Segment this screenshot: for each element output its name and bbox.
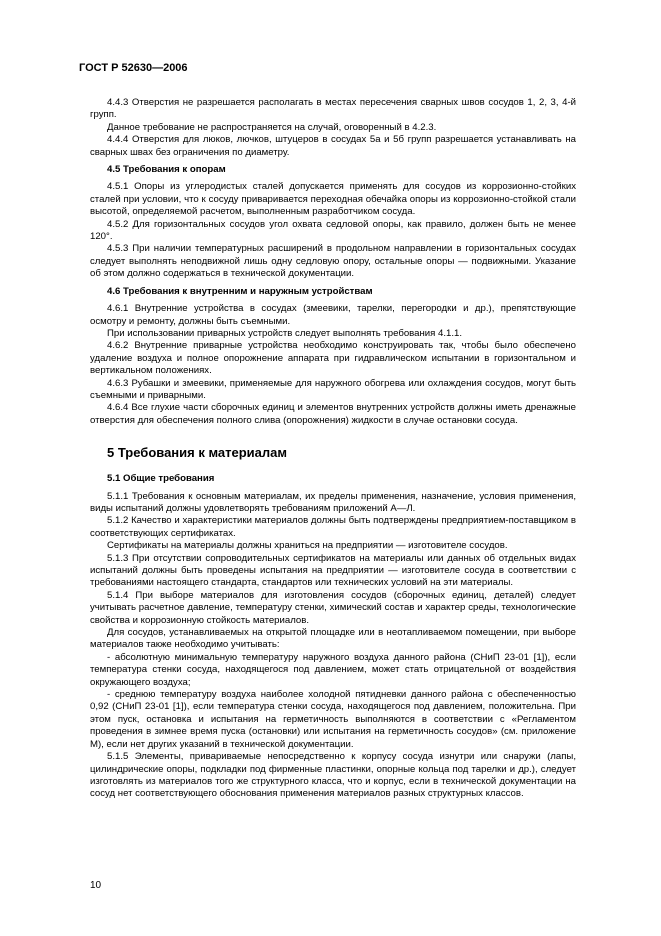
paragraph-5-1-2: 5.1.2 Качество и характеристики материалов должны быть подтверждены предприятием-поставщиком в соответствующих сертификатах. [90,515,576,539]
paragraph-4-6-3: 4.6.3 Рубашки и змеевики, применяемые для наружного обогрева или охлаждения сосудов, могут быть съемными и приварными. [90,377,576,401]
paragraph-4-4-3-note: Данное требование не распространяется на случай, оговоренный в 4.2.3. [107,121,437,133]
list-item-min-temperature: - абсолютную минимальную температуру наружного воздуха данного района (СНиП 23-01 [1]), если температура стенки сосуда, находящегося под давлением, может стать отрицательной от воздействия окружающего воздуха; [90,651,576,688]
paragraph-4-5-2: 4.5.2 Для горизонтальных сосудов угол охвата седловой опоры, как правило, должен быть не менее 120°. [90,218,576,243]
paragraph-4-6-4: 4.6.4 Все глухие части сборочных единиц и элементов внутренних устройств должны иметь дренажные отверстия для обеспечения полного слива (опорожнения) жидкости в случае остановки сосуда. [90,402,576,426]
heading-5-1: 5.1 Общие требования [107,473,215,485]
paragraph-4-5-3: 4.5.3 При наличии температурных расширений в продольном направлении в горизонтальных сосудах следует выполнять неподвижной лишь одну седловую опору, остальные опоры — подвижными. Указание об этом должно содержаться в технической документации. [90,243,576,280]
paragraph-5-1-1: 5.1.1 Требования к основным материалам, их пределы применения, назначение, условия применения, виды испытаний должны удовлетворять требованиям приложений А—Л. [90,490,576,514]
page-number: 10 [90,880,102,891]
paragraph-4-5-1: 4.5.1 Опоры из углеродистых сталей допускается применять для сосудов из коррозионно-стойких сталей при условии, что к сосуду приваривается переходная обечайка опоры из коррозионно-стойкой стали высотой, определяемой расчетом, выполненным разработчиком сосуда. [90,181,576,218]
list-item-avg-temperature: - среднюю температуру воздуха наиболее холодной пятидневки данного района с обеспеченностью 0,92 (СНиП 23-01 [1]), если температура стенки сосуда, находящегося под давлением, положительна. При этом пуск, остановка и испытания на герметичность выполняются в соответствии с «Регламентом проведения в зимнее время пуска (остановки) или испытания на герметичность сосудов» (см. приложение М), если нет других указаний в технической документации. [90,689,576,750]
heading-section-5: 5 Требования к материалам [107,445,288,461]
document-body [90,97,576,801]
heading-4-5: 4.5 Требования к опорам [107,164,226,176]
paragraph-4-6-1: 4.6.1 Внутренние устройства в сосудах (змеевики, тарелки, перегородки и др.), препятствующие осмотру и ремонту, должны быть съемными. [90,303,576,327]
paragraph-4-4-4: 4.4.4 Отверстия для люков, лючков, штуцеров в сосудах 5а и 5б групп разрешается устанавливать на сварных швах без ограничения по диаметру. [90,134,576,158]
paragraph-5-1-5: 5.1.5 Элементы, привариваемые непосредственно к корпусу сосуда изнутри или снаружи (лапы, цилиндрические опоры, подкладки под фирменные пластинки, опорные кольца под тарелки и др.), следует изготовлять из материалов того же структурного класса, что и корпус, если в технической документации на сосуд нет соответствующего обоснования применения материалов разных структурных классов. [90,751,576,800]
document-code-header: ГОСТ Р 52630—2006 [79,62,188,74]
paragraph-5-1-4-outdoor: Для сосудов, устанавливаемых на открытой площадке или в неотапливаемом помещении, при выборе материалов также необходимо учитывать: [90,627,576,651]
paragraph-5-1-3: 5.1.3 При отсутствии сопроводительных сертификатов на материалы или данных об отдельных видах испытаний должны быть проведены испытания на предприятии — изготовителе сосуда в соответствии с требованиями настоящего стандарта, стандартов или технических условий на эти материалы. [90,552,576,589]
heading-4-6: 4.6 Требования к внутренним и наружным устройствам [107,285,373,297]
paragraph-5-1-4: 5.1.4 При выборе материалов для изготовления сосудов (сборочных единиц, деталей) следует учитывать расчетное давление, температуру стенки, химический состав и характер среды, технологические свойства и коррозионную стойкость материалов. [90,589,576,626]
paragraph-4-4-3: 4.4.3 Отверстия не разрешается располагать в местах пересечения сварных швов сосудов 1, 2, 3, 4-й групп. [90,97,576,121]
paragraph-4-6-1-note: При использовании приварных устройств следует выполнять требования 4.1.1. [107,327,463,339]
paragraph-5-1-2-note: Сертификаты на материалы должны храниться на предприятии — изготовителе сосудов. [107,540,508,552]
paragraph-4-6-2: 4.6.2 Внутренние приварные устройства необходимо конструировать так, чтобы было обеспечено удаление воздуха и полное опорожнение аппарата при гидравлическом испытании в горизонтальном и вертикальном положениях. [90,340,576,377]
